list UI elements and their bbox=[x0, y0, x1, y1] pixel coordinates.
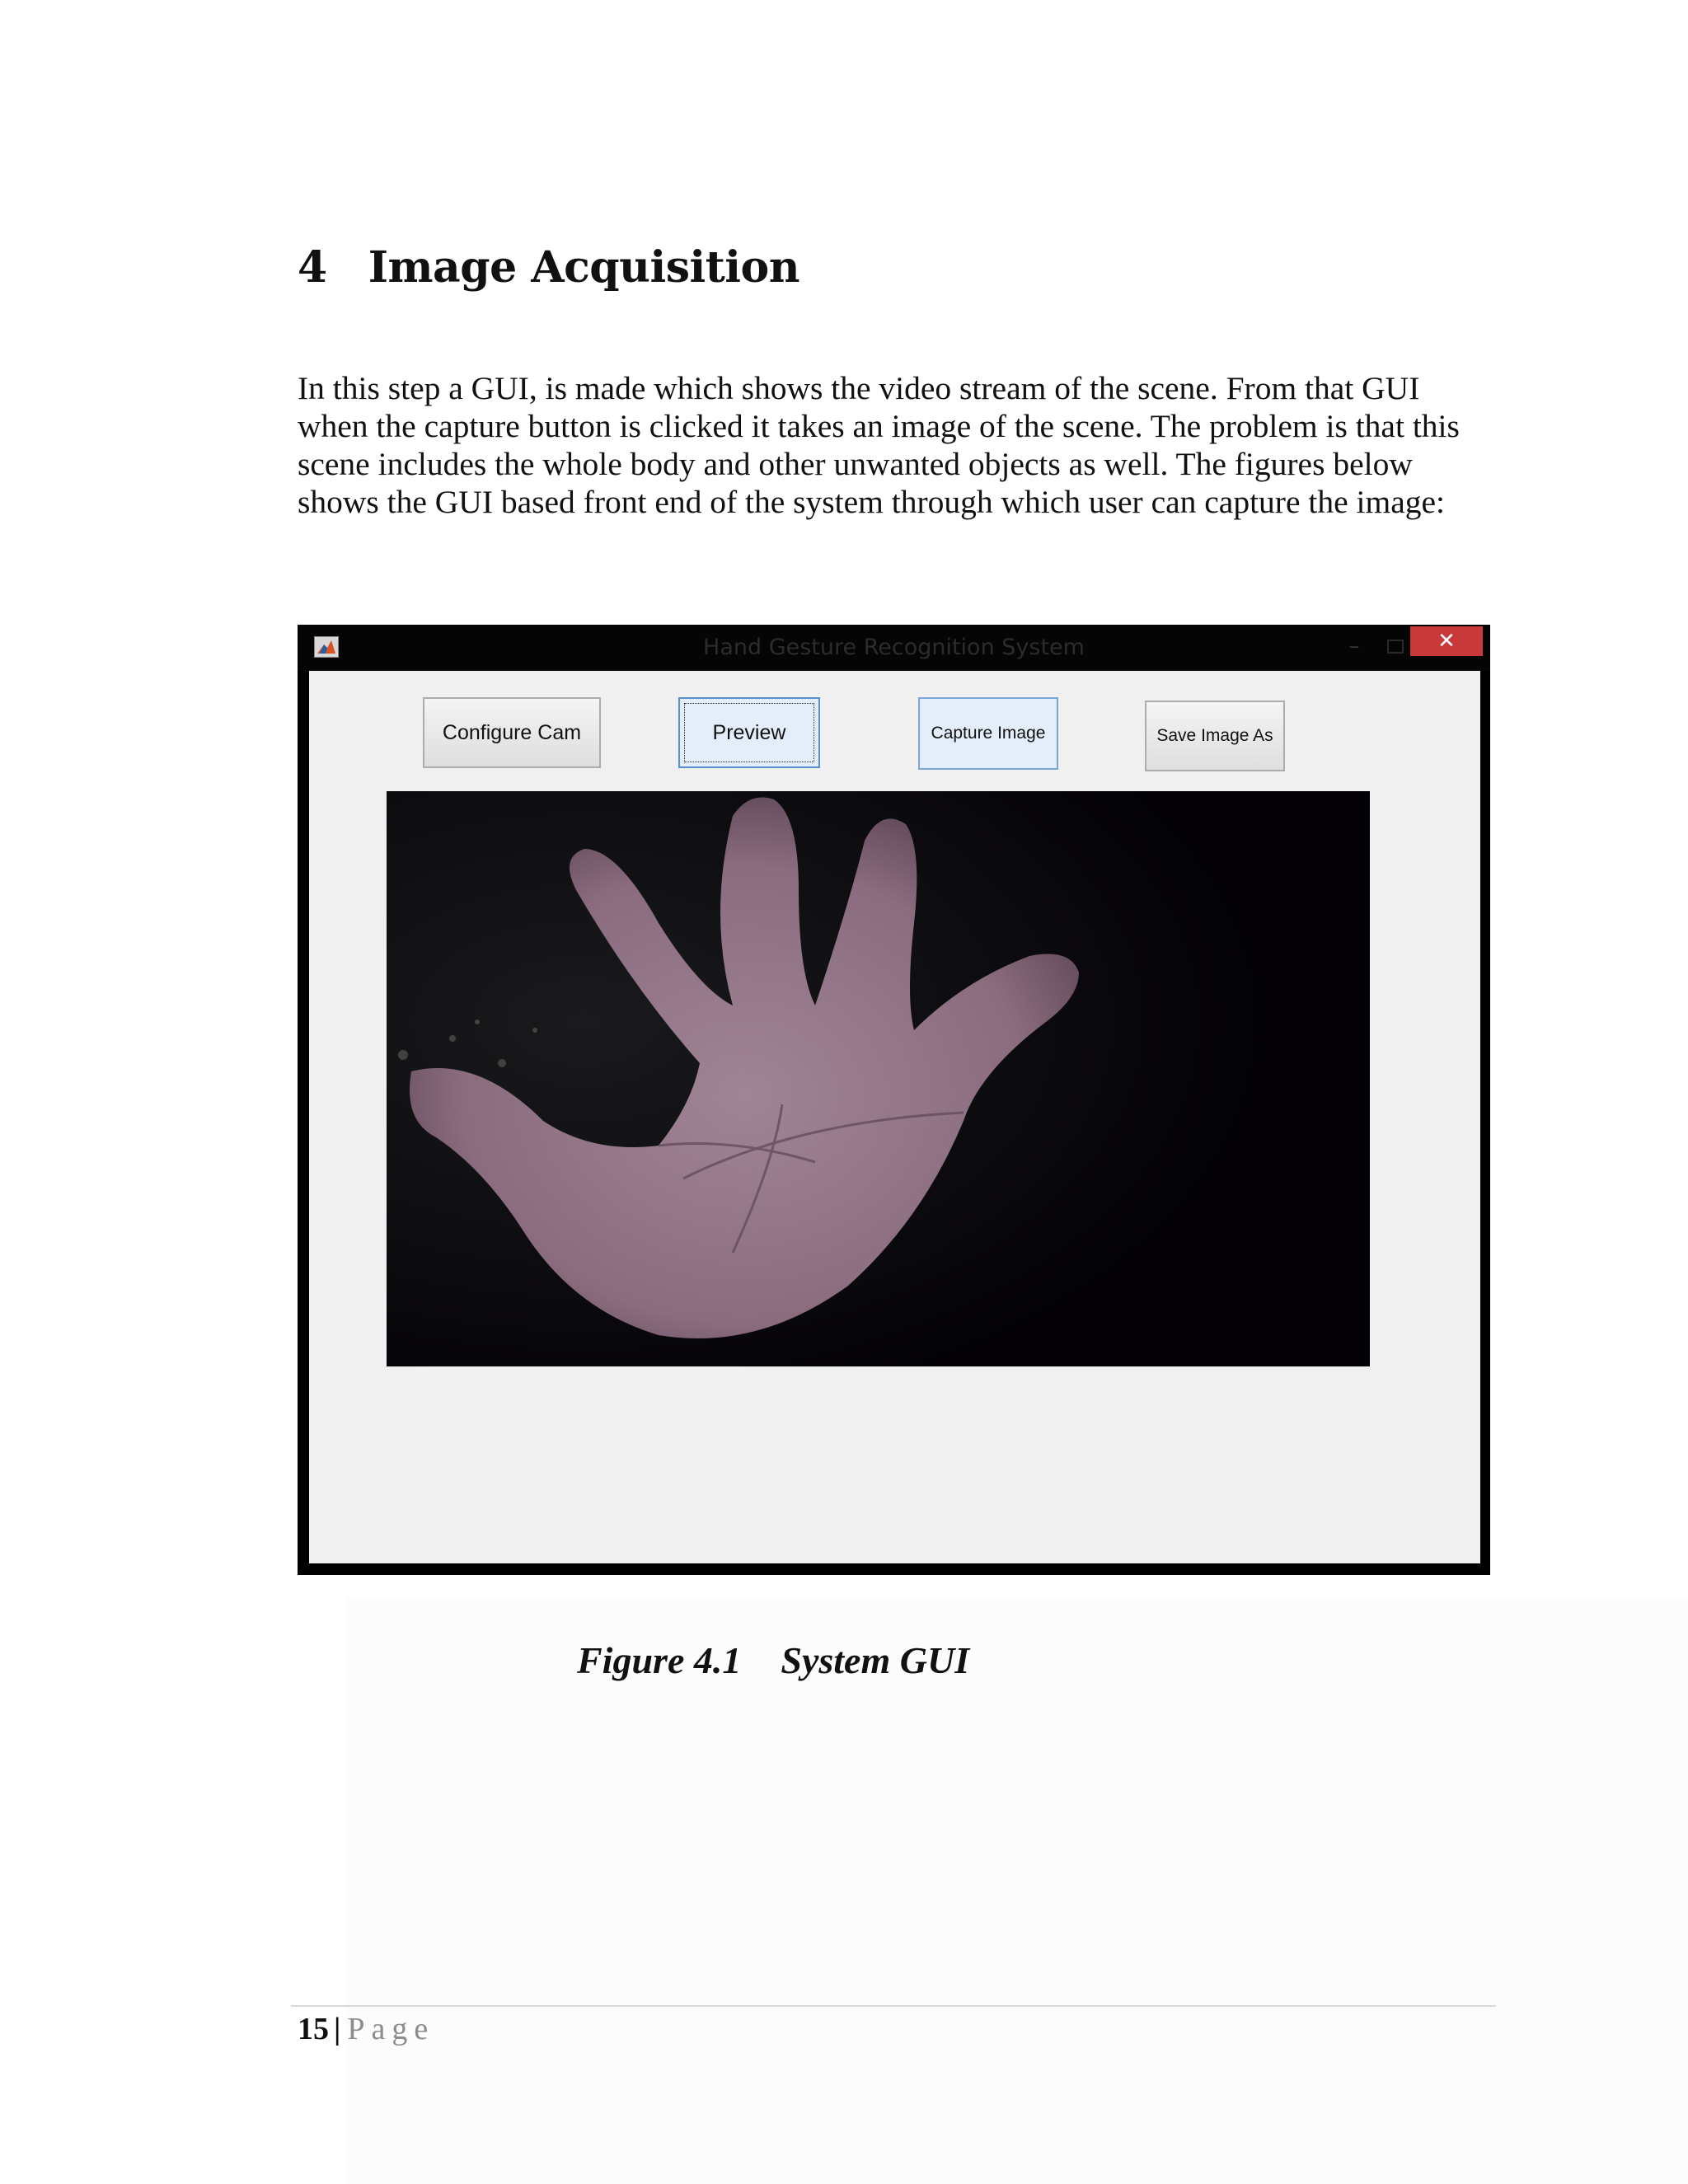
preview-button-label: Preview bbox=[712, 720, 786, 744]
minimize-icon[interactable]: – bbox=[1348, 634, 1360, 658]
section-title: Image Acquisition bbox=[368, 242, 799, 293]
page-word: Page bbox=[347, 2012, 435, 2046]
gui-window-screenshot bbox=[298, 625, 1490, 1575]
section-number: 4 bbox=[298, 242, 327, 293]
footer-divider bbox=[291, 2005, 1496, 2007]
video-preview bbox=[387, 791, 1370, 1366]
window-client-area bbox=[309, 671, 1480, 1563]
figure-label: Figure 4.1 bbox=[577, 1639, 742, 1681]
close-icon[interactable]: ✕ bbox=[1410, 626, 1483, 656]
section-heading bbox=[298, 242, 799, 293]
focus-rectangle bbox=[684, 703, 814, 762]
figure-caption bbox=[577, 1638, 969, 1682]
paragraph-line: when the capture button is clicked it takes an image of the scene. The problem is that this bbox=[298, 408, 1460, 444]
paragraph-line: In this step a GUI, is made which shows the video stream of the scene. From that GUI bbox=[298, 370, 1420, 406]
footer-separator: | bbox=[334, 2012, 341, 2046]
configure-cam-button[interactable]: Configure Cam bbox=[423, 697, 601, 768]
preview-button[interactable] bbox=[678, 697, 820, 768]
window-titlebar bbox=[298, 625, 1490, 671]
hand-image bbox=[387, 791, 1370, 1366]
page-number: 15 bbox=[298, 2012, 329, 2046]
paragraph-line: scene includes the whole body and other unwanted objects as well. The figures below bbox=[298, 446, 1413, 482]
save-image-as-button[interactable]: Save Image As bbox=[1145, 701, 1285, 771]
page-background-tint bbox=[346, 1599, 1688, 2184]
figure-title: System GUI bbox=[781, 1639, 970, 1681]
window-title: Hand Gesture Recognition System bbox=[703, 635, 1085, 660]
paragraph-line: shows the GUI based front end of the system through which user can capture the image: bbox=[298, 484, 1445, 520]
capture-image-button[interactable]: Capture Image bbox=[918, 697, 1058, 770]
page-footer bbox=[298, 2011, 434, 2047]
body-paragraph bbox=[298, 369, 1493, 521]
maximize-icon[interactable] bbox=[1379, 633, 1412, 659]
